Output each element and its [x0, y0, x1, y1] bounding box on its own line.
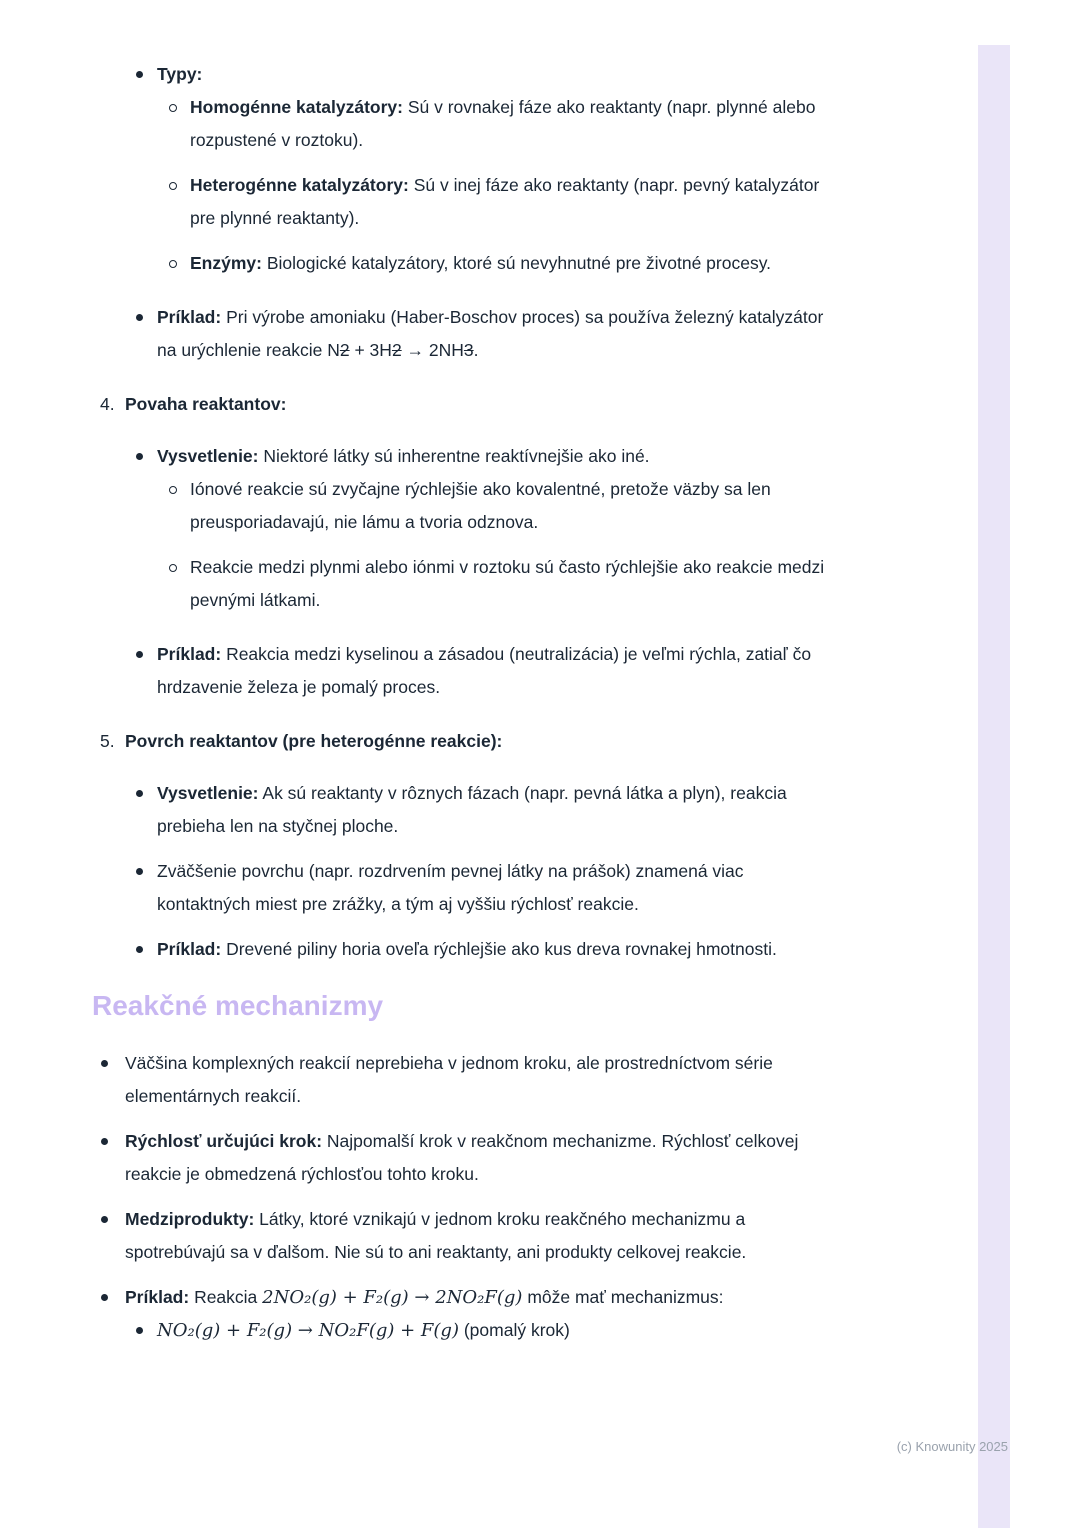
bold-text-run: Príklad: — [157, 307, 222, 327]
list-item-text — [190, 247, 828, 280]
disc-bullet-glyph — [136, 651, 143, 658]
list-item-text — [190, 473, 828, 539]
bold-text-run: Typy: — [157, 64, 203, 84]
list-item-text — [125, 1125, 828, 1191]
bold-text-run: Heterogénne katalyzátory: — [190, 175, 409, 195]
text-run: Pri výrobe amoniaku (Haber-Boschov proces) sa používa železný katalyzátor na urýchlenie reakcie N — [157, 307, 824, 360]
page-edge-stripe — [978, 45, 1010, 1528]
bold-text-run: Rýchlosť určujúci krok: — [125, 1131, 323, 1151]
text-run: Najpomalší krok v reakčnom mechanizme. Rýchlosť celkovej reakcie je obmedzená rýchlosťou tohto kroku. — [125, 1131, 799, 1184]
list-item-text — [157, 1314, 828, 1347]
list-item-text — [125, 1281, 828, 1314]
list-item-text — [157, 58, 828, 91]
text-run: Väčšina komplexných reakcií neprebieha v jednom kroku, ale prostredníctvom série elementárnych reakcií. — [125, 1053, 773, 1106]
text-run: Drevené piliny horia oveľa rýchlejšie ako kus dreva rovnakej hmotnosti. — [221, 939, 777, 959]
math-text-run: 2NO₂(g) + F₂(g) → 2NO₂F(g) — [262, 1287, 523, 1308]
disc-bullet-icon — [135, 933, 157, 966]
bold-text-run: Príklad: — [157, 644, 222, 664]
circle-bullet-icon — [168, 551, 190, 617]
disc-bullet-icon — [135, 440, 157, 473]
circle-bullet-icon — [168, 247, 190, 280]
list-item-text — [157, 777, 828, 843]
bold-text-run: Enzýmy: — [190, 253, 262, 273]
section-heading-text: Reakčné mechanizmy — [92, 990, 384, 1021]
list-number: 5. — [100, 731, 115, 751]
disc-bullet-glyph — [101, 1138, 108, 1145]
disc-bullet-icon — [135, 58, 157, 91]
text-run: Niektoré látky sú inherentne reaktívnejšie ako iné. — [258, 446, 650, 466]
numbered-list-item — [100, 725, 828, 758]
text-run: Ak sú reaktanty v rôznych fázach (napr. pevná látka a plyn), reakcia prebieha len na styčnej ploche. — [157, 783, 787, 836]
bold-text-run: Vysvetlenie: — [157, 783, 259, 803]
text-run: Reakcia medzi kyselinou a zásadou (neutralizácia) je veľmi rýchla, zatiaľ čo hrdzavenie železa je pomalý proces. — [157, 644, 812, 697]
text-run: Sú v rovnakej fáze ako reaktanty (napr. plynné alebo rozpustené v roztoku). — [190, 97, 816, 150]
bullet-list-item — [100, 1047, 828, 1113]
text-run: Zväčšenie povrchu (napr. rozdrvením pevnej látky na prášok) znamená viac kontaktných miest pre zrážky, a tým aj vyššiu rýchlosť reakcie. — [157, 861, 744, 914]
bullet-list-item — [168, 551, 828, 617]
bullet-list-item — [135, 1314, 828, 1347]
text-run: Biologické katalyzátory, ktoré sú nevyhnutné pre životné procesy. — [261, 253, 772, 273]
disc-bullet-icon — [135, 638, 157, 704]
bold-text-run: Príklad: — [157, 939, 222, 959]
disc-bullet-glyph — [136, 946, 143, 953]
list-item-text — [157, 301, 828, 367]
watermark: (c) Knowunity 2025 — [896, 1439, 1008, 1454]
list-item-text — [157, 440, 828, 473]
circle-bullet-icon — [168, 169, 190, 235]
disc-bullet-icon — [100, 1047, 125, 1113]
bold-text-run: Homogénne katalyzátory: — [190, 97, 403, 117]
text-run: Reakcie medzi plynmi alebo iónmi v roztoku sú často rýchlejšie ako reakcie medzi pevnými látkami. — [190, 557, 825, 610]
bullet-list-item — [135, 855, 828, 921]
circle-bullet-glyph — [169, 260, 177, 268]
disc-bullet-glyph — [101, 1294, 108, 1301]
text-run: Látky, ktoré vznikajú v jednom kroku reakčného mechanizmu a spotrebúvajú sa v ďalšom. Nie sú to ani reaktanty, ani produkty celkovej reakcie. — [125, 1209, 747, 1262]
bold-text-run: Medziprodukty: — [125, 1209, 255, 1229]
bold-text-run: Povrch reaktantov (pre heterogénne reakcie): — [125, 731, 503, 751]
strikethrough-text-run: 2 — [339, 340, 350, 360]
bullet-list-item — [100, 1125, 828, 1191]
disc-bullet-glyph — [136, 868, 143, 875]
list-item-text — [157, 855, 828, 921]
list-item-text — [157, 933, 828, 966]
disc-bullet-glyph — [136, 314, 143, 321]
circle-bullet-glyph — [169, 486, 177, 494]
list-item-text — [190, 169, 828, 235]
circle-bullet-icon — [168, 91, 190, 157]
list-number: 4. — [100, 394, 115, 414]
strikethrough-text-run: 2 — [391, 340, 402, 360]
bullet-list-item — [100, 1281, 828, 1314]
bold-text-run: Príklad: — [125, 1287, 190, 1307]
disc-bullet-icon — [135, 855, 157, 921]
disc-bullet-glyph — [136, 453, 143, 460]
disc-bullet-glyph — [136, 790, 143, 797]
bullet-list-item — [168, 473, 828, 539]
bullet-list-item — [168, 247, 828, 280]
list-item-text — [125, 1203, 828, 1269]
bold-text-run: Povaha reaktantov: — [125, 394, 287, 414]
list-item-text — [157, 638, 828, 704]
disc-bullet-icon — [135, 301, 157, 367]
bullet-list-item — [168, 169, 828, 235]
disc-bullet-glyph — [101, 1060, 108, 1067]
bullet-list-item — [135, 777, 828, 843]
text-run: (pomalý krok) — [458, 1320, 570, 1340]
list-item-text — [190, 91, 828, 157]
text-run: Sú v inej fáze ako reaktanty (napr. pevný katalyzátor pre plynné reaktanty). — [190, 175, 820, 228]
circle-bullet-icon — [168, 473, 190, 539]
list-item-text — [125, 1047, 828, 1113]
disc-bullet-icon — [135, 777, 157, 843]
disc-bullet-glyph — [136, 1327, 143, 1334]
bullet-list-item — [135, 933, 828, 966]
bullet-list-item — [135, 440, 828, 473]
list-item-text — [125, 388, 828, 421]
bullet-list-item — [100, 1203, 828, 1269]
disc-bullet-icon — [135, 1314, 157, 1347]
disc-bullet-glyph — [101, 1216, 108, 1223]
numbered-list-item — [100, 388, 828, 421]
text-run: → 2NH — [401, 340, 464, 360]
list-item-text — [190, 551, 828, 617]
text-run: Iónové reakcie sú zvyčajne rýchlejšie ako kovalentné, pretože väzby sa len preusporiadavajú, nie lámu a tvoria odznova. — [190, 479, 771, 532]
bullet-list-item — [168, 91, 828, 157]
bullet-list-item — [135, 638, 828, 704]
disc-bullet-glyph — [136, 71, 143, 78]
section-heading — [92, 987, 828, 1025]
text-run: môže mať mechanizmus: — [522, 1287, 724, 1307]
disc-bullet-icon — [100, 1125, 125, 1191]
disc-bullet-icon — [100, 1281, 125, 1314]
text-run: . — [473, 340, 479, 360]
bullet-list-item — [135, 58, 828, 91]
disc-bullet-icon — [100, 1203, 125, 1269]
circle-bullet-glyph — [169, 564, 177, 572]
list-item-text — [125, 725, 828, 758]
bold-text-run: Vysvetlenie: — [157, 446, 259, 466]
text-run: Reakcia — [189, 1287, 263, 1307]
text-run: + 3H — [349, 340, 392, 360]
bullet-list-item — [135, 301, 828, 367]
strikethrough-text-run: 3 — [463, 340, 474, 360]
circle-bullet-glyph — [169, 104, 177, 112]
circle-bullet-glyph — [169, 182, 177, 190]
math-text-run: NO₂(g) + F₂(g) → NO₂F(g) + F(g) — [157, 1320, 459, 1341]
